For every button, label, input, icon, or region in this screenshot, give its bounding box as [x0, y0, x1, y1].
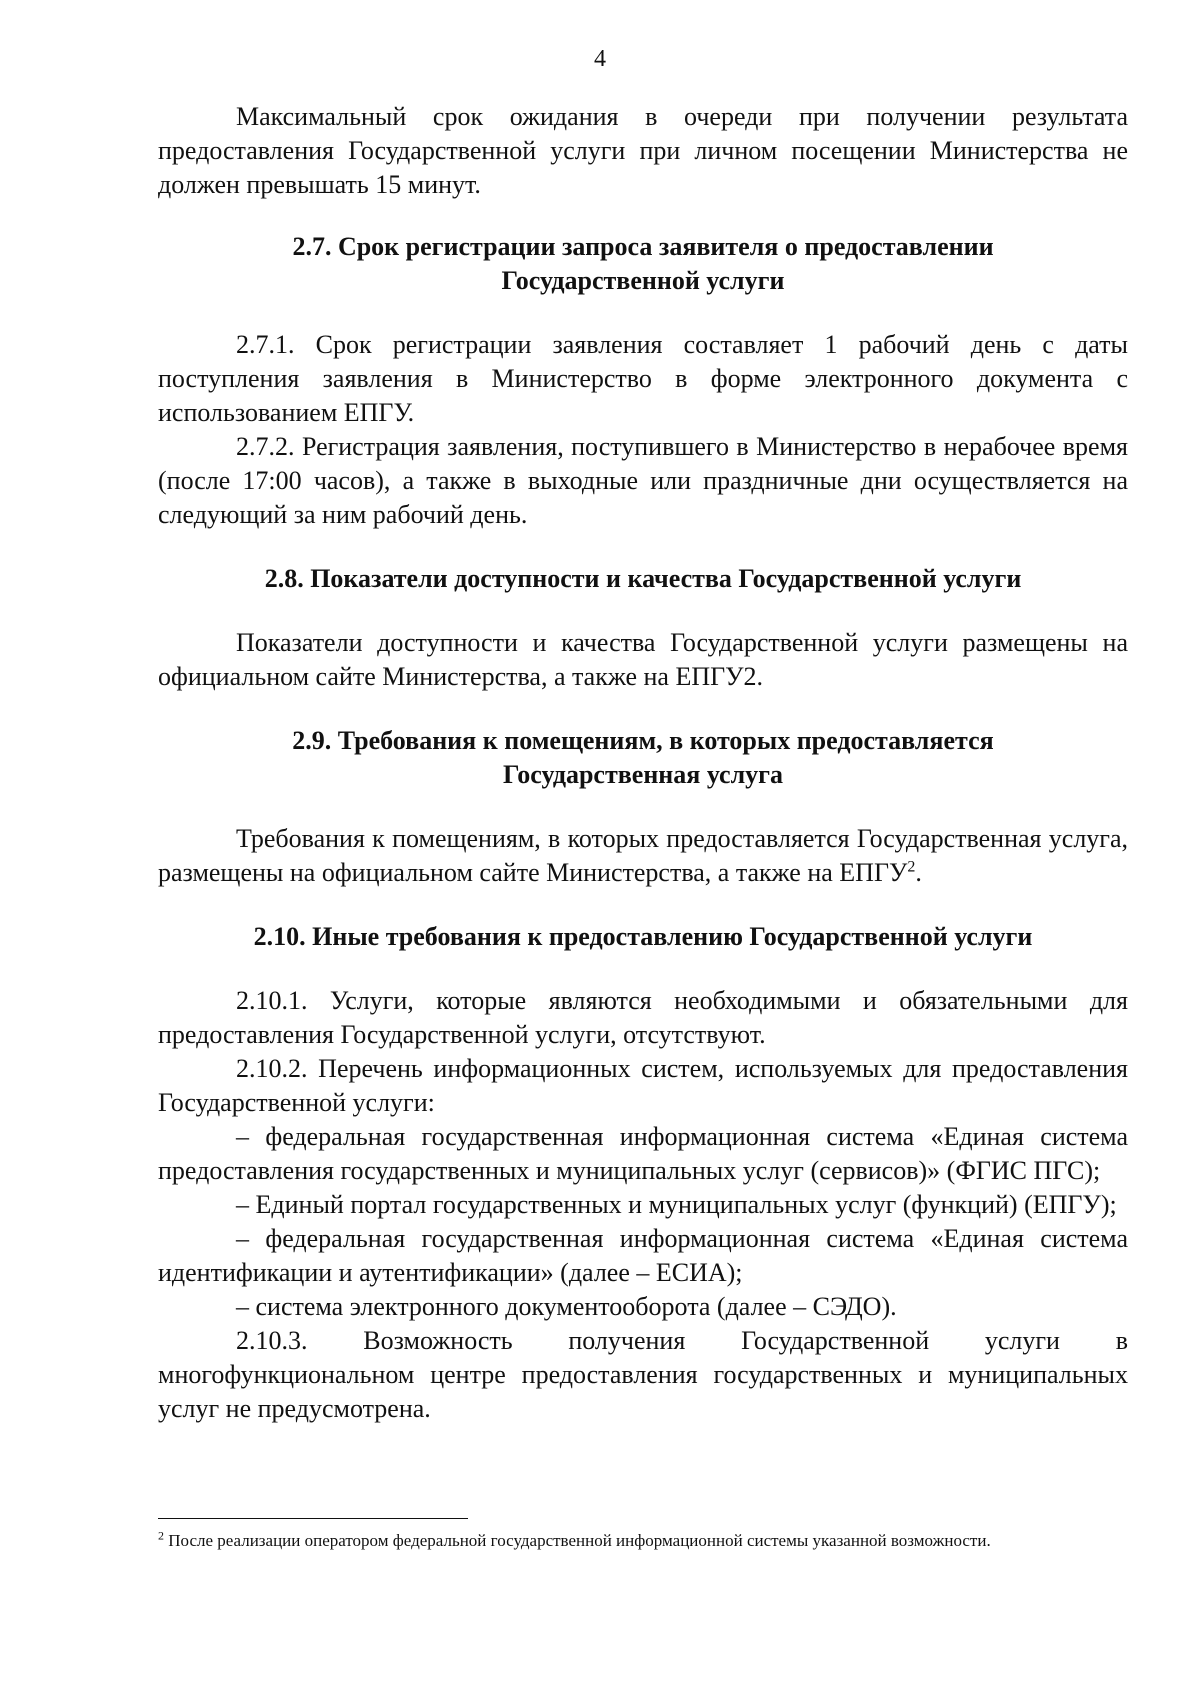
footnote-mark: 2	[158, 1528, 164, 1543]
section-2-9-title-line1: 2.9. Требования к помещениям, в которых предоставляется	[292, 726, 994, 755]
footnote-text: После реализации оператором федеральной государственной информационной системы указанной возможности.	[164, 1531, 991, 1550]
page-number: 4	[594, 46, 606, 72]
list-item-sedo: – система электронного документооборота (далее – СЭДО).	[236, 1292, 897, 1321]
paragraph-2-9	[158, 822, 1128, 890]
paragraph-2-8-text: Показатели доступности и качества Государственной услуги размещены на официальном сайте Министерства, а также на ЕПГУ2.	[158, 628, 1128, 691]
paragraph-2-9-text: Требования к помещениям, в которых предоставляется Государственная услуга, размещены на официальном сайте Министерства, а также на ЕПГУ	[158, 824, 1128, 887]
list-item-epgu: – Единый портал государственных и муниципальных услуг (функций) (ЕПГУ);	[236, 1190, 1117, 1219]
document-body	[158, 100, 1128, 1426]
paragraph-2-8	[158, 626, 1128, 694]
section-2-7-title-line2: Государственной услуги	[501, 266, 785, 295]
footnote	[158, 1530, 1128, 1552]
footnote-reference: 2	[907, 858, 916, 876]
paragraph-2-10-2: 2.10.2. Перечень информационных систем, используемых для предоставления Государственной услуги:	[158, 1054, 1128, 1117]
section-2-8-heading: 2.8. Показатели доступности и качества Государственной услуги	[264, 564, 1022, 593]
paragraph-2-7-2: 2.7.2. Регистрация заявления, поступившего в Министерство в нерабочее время (после 17:00 часов), а также в выходные или праздничные дни осуществляется на следующий за ним рабочий день.	[158, 432, 1128, 529]
footnote-divider	[158, 1518, 468, 1519]
section-2-9-title-line2: Государственная услуга	[503, 760, 783, 789]
paragraph-2-9-end: .	[915, 858, 922, 887]
section-2-7-heading	[158, 230, 1128, 298]
paragraph-2-10-1: 2.10.1. Услуги, которые являются необходимыми и обязательными для предоставления Государственной услуги, отсутствуют.	[158, 986, 1128, 1049]
intro-paragraph: Максимальный срок ожидания в очереди при получении результата предоставления Государственной услуги при личном посещении Министерства не должен превышать 15 минут.	[158, 102, 1128, 199]
section-2-9-heading	[158, 724, 1128, 792]
list-item-esia: – федеральная государственная информационная система «Единая система идентификации и аутентификации» (далее – ЕСИА);	[158, 1224, 1128, 1287]
list-item-fgis-pgs: – федеральная государственная информационная система «Единая система предоставления государственных и муниципальных услуг (сервисов)» (ФГИС ПГС);	[158, 1122, 1128, 1185]
section-2-10-heading: 2.10. Иные требования к предоставлению Государственной услуги	[253, 922, 1033, 951]
paragraph-2-10-3: 2.10.3. Возможность получения Государственной услуги в многофункциональном центре предоставления государственных и муниципальных услуг не предусмотрена.	[158, 1326, 1128, 1423]
section-2-7-title-line1: 2.7. Срок регистрации запроса заявителя о предоставлении	[292, 232, 994, 261]
paragraph-2-7-1: 2.7.1. Срок регистрации заявления составляет 1 рабочий день с даты поступления заявления в Министерство в форме электронного документа с использованием ЕПГУ.	[158, 330, 1128, 427]
